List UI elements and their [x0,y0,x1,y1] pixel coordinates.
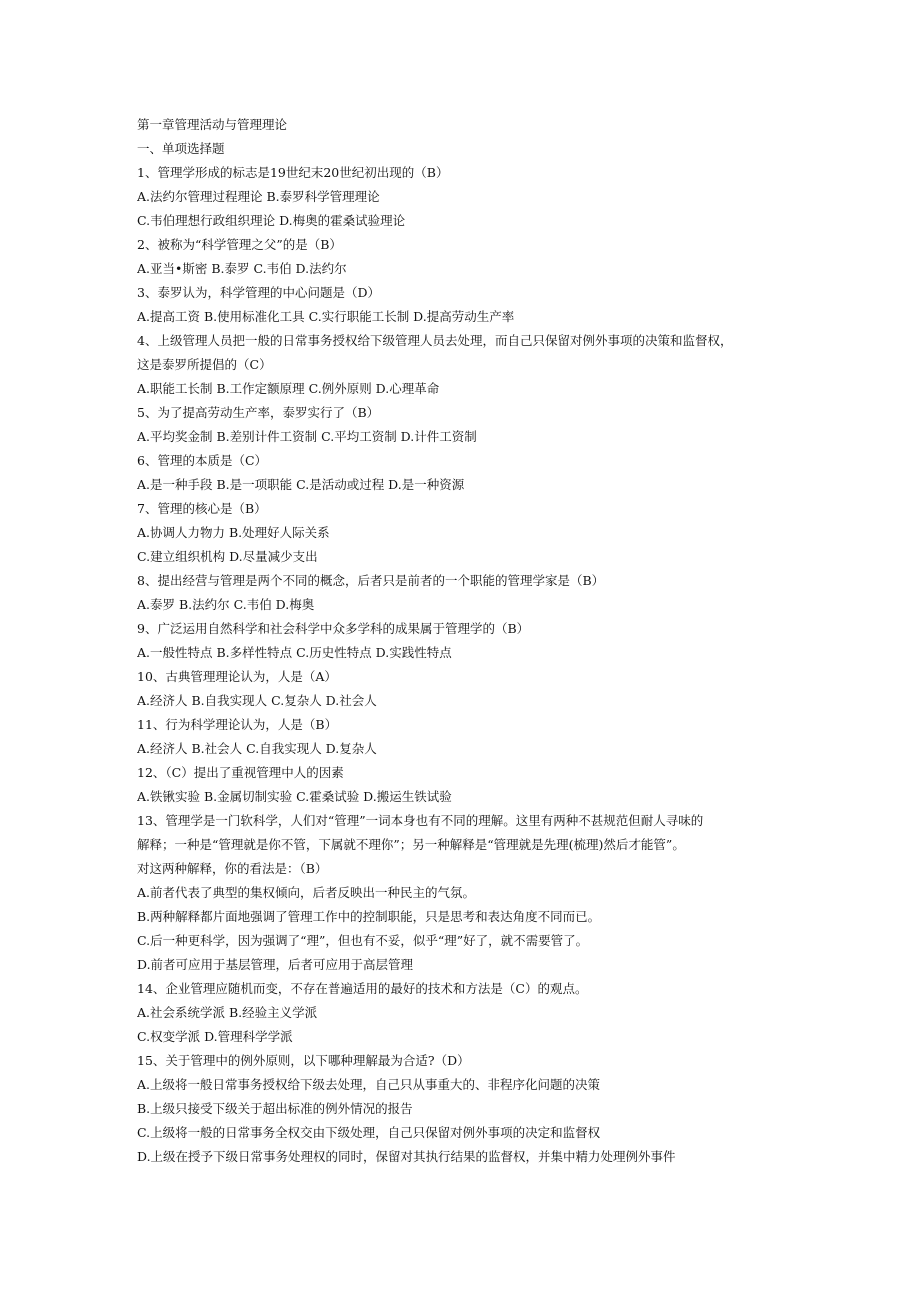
question-14-options-ab: A.社会系统学派 B.经验主义学派 [137,1005,318,1020]
question-5-options: A.平均奖金制 B.差别计件工资制 C.平均工资制 D.计件工资制 [137,429,477,444]
question-2-options: A.亚当•斯密 B.泰罗 C.韦伯 D.法约尔 [137,261,347,276]
question-13-prompt: 对这两种解释，你的看法是：（B） [137,861,328,876]
question-15-option-b: B.上级只接受下级关于超出标准的例外情况的报告 [137,1101,413,1116]
question-13: 13、管理学是一门软科学，人们对“管理”一词本身也有不同的理解。这里有两种不甚规范但耐人寻味的 [137,813,704,828]
question-3-options: A.提高工资 B.使用标准化工具 C.实行职能工长制 D.提高劳动生产率 [137,309,515,324]
question-15-option-d: D.上级在授予下级日常事务处理权的同时，保留对其执行结果的监督权，并集中精力处理例外事件 [137,1149,676,1164]
question-4-continued: 这是泰罗所提倡的（C） [137,357,272,372]
question-13-option-a: A.前者代表了典型的集权倾向，后者反映出一种民主的气氛。 [137,885,476,900]
question-12: 12、（C）提出了重视管理中人的因素 [137,765,344,780]
question-10: 10、古典管理理论认为，人是（A） [137,669,337,684]
question-7: 7、管理的核心是（B） [137,501,267,516]
question-7-options-ab: A.协调人力物力 B.处理好人际关系 [137,525,330,540]
document-page [137,113,797,1169]
question-5: 5、为了提高劳动生产率，泰罗实行了（B） [137,405,380,420]
question-8-options: A.泰罗 B.法约尔 C.韦伯 D.梅奥 [137,597,315,612]
question-13-option-b: B.两种解释都片面地强调了管理工作中的控制职能，只是思考和表达角度不同而已。 [137,909,601,924]
question-12-options: A.铁锹实验 B.金属切制实验 C.霍桑试验 D.搬运生铁试验 [137,789,452,804]
question-15-option-c: C.上级将一般的日常事务全权交由下级处理，自己只保留对例外事项的决定和监督权 [137,1125,601,1140]
question-9-options: A.一般性特点 B.多样性特点 C.历史性特点 D.实践性特点 [137,645,452,660]
question-2: 2、被称为“科学管理之父”的是（B） [137,237,342,252]
question-14-options-cd: C.权变学派 D.管理科学学派 [137,1029,293,1044]
question-6: 6、管理的本质是（C） [137,453,268,468]
question-15-option-a: A.上级将一般日常事务授权给下级去处理，自己只从事重大的、非程序化问题的决策 [137,1077,601,1092]
question-13-option-d: D.前者可应用于基层管理，后者可应用于高层管理 [137,957,414,972]
question-3: 3、泰罗认为，科学管理的中心问题是（D） [137,285,380,300]
question-10-options: A.经济人 B.自我实现人 C.复杂人 D.社会人 [137,693,377,708]
question-1-options-ab: A.法约尔管理过程理论 B.泰罗科学管理理论 [137,189,380,204]
question-6-options: A.是一种手段 B.是一项职能 C.是活动或过程 D.是一种资源 [137,477,465,492]
section-heading: 一、单项选择题 [137,141,225,156]
chapter-title: 第一章管理活动与管理理论 [137,117,288,132]
question-4-options: A.职能工长制 B.工作定额原理 C.例外原则 D.心理革命 [137,381,440,396]
question-13-continued: 解释；一种是“管理就是你不管，下属就不理你”；另一种解释是“管理就是先理(梳理)然后才能管”。 [137,837,685,852]
question-1: 1、管理学形成的标志是19世纪末20世纪初出现的（B） [137,165,449,180]
question-14: 14、企业管理应随机而变，不存在普遍适用的最好的技术和方法是（C）的观点。 [137,981,588,996]
question-9: 9、广泛运用自然科学和社会科学中众多学科的成果属于管理学的（B） [137,621,530,636]
question-7-options-cd: C.建立组织机构 D.尽量减少支出 [137,549,318,564]
question-13-option-c: C.后一种更科学，因为强调了“理”，但也有不妥，似乎“理”好了，就不需要管了。 [137,933,589,948]
question-11: 11、行为科学理论认为，人是（B） [137,717,338,732]
question-4: 4、上级管理人员把一般的日常事务授权给下级管理人员去处理，而自己只保留对例外事项的决策和监督权， [137,333,733,348]
question-11-options: A.经济人 B.社会人 C.自我实现人 D.复杂人 [137,741,377,756]
question-1-options-cd: C.韦伯理想行政组织理论 D.梅奥的霍桑试验理论 [137,213,406,228]
question-15: 15、关于管理中的例外原则，以下哪种理解最为合适?（D） [137,1053,470,1068]
question-8: 8、提出经营与管理是两个不同的概念，后者只是前者的一个职能的管理学家是（B） [137,573,605,588]
